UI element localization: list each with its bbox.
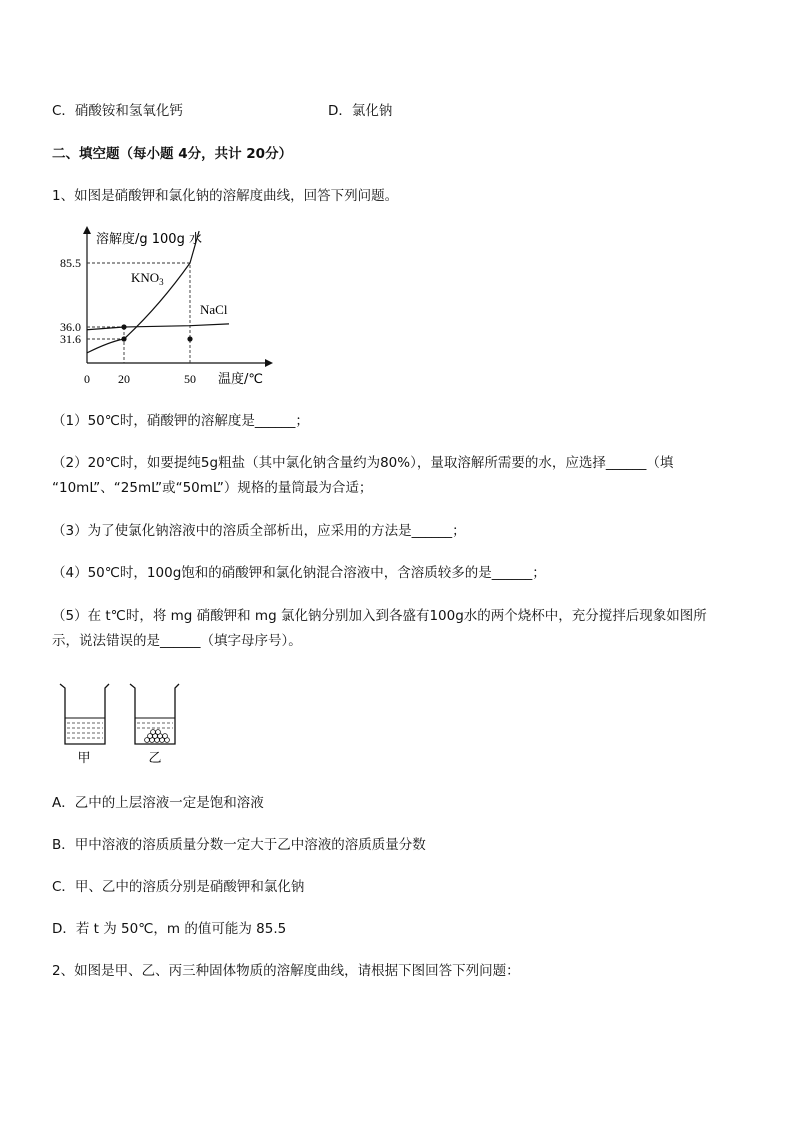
question-1-part-3: （3）为了使氯化钠溶液中的溶质全部析出，应采用的方法是______； [52, 523, 466, 539]
question-1-part-1: （1）50℃时，硝酸钾的溶解度是______； [52, 413, 309, 429]
beaker-jia [60, 684, 109, 744]
beaker-yi [130, 684, 179, 744]
beaker-label-jia: 甲 [77, 751, 91, 766]
x-tick-label-2: 50 [184, 372, 196, 386]
data-point-1 [121, 324, 126, 329]
x-tick-label-0: 0 [84, 372, 90, 386]
y-tick-label-0: 31.6 [60, 332, 81, 346]
y-axis-arrow [83, 226, 91, 234]
question-2-intro: 2、如图是甲、乙、丙三种固体物质的溶解度曲线，请根据下图回答下列问题： [52, 963, 520, 979]
question-1-intro: 1、如图是硝酸钾和氯化钠的溶解度曲线，回答下列问题。 [52, 188, 399, 204]
x-tick-label-1: 20 [118, 372, 130, 386]
question-1-part-4: （4）50℃时，100g饱和的硝酸钾和氯化钠混合溶液中，含溶质较多的是______； [52, 565, 546, 581]
option-d: D．若 t 为 50℃，m 的值可能为 85.5 [52, 921, 287, 937]
series-label-kno3: $KNO_3$ [131, 270, 164, 287]
option-b: B．甲中溶液的溶质质量分数一定大于乙中溶液的溶质质量分数 [52, 837, 426, 853]
question-1-part-5-line-1: （5）在 t℃时，将 mg 硝酸钾和 mg 氯化钠分别加入到各盛有100g水的两个烧杯中，充分搅拌后现象如图所 [52, 608, 707, 624]
question-1-part-2-line-2: “10mL”、“25mL”或“50mL”）规格的量筒最为合适； [52, 480, 373, 496]
question-1-part-2-line-1: （2）20℃时，如要提纯5g粗盐（其中氯化钠含量约为80%），量取溶解所需要的水，应选择______（填 [52, 455, 674, 471]
section-title: 二、填空题（每小题 4分，共计 20分） [52, 146, 293, 162]
option-d-previous: D．氯化钠 [328, 103, 393, 119]
option-a: A．乙中的上层溶液一定是饱和溶液 [52, 795, 264, 811]
data-point-2 [187, 336, 192, 341]
y-tick-label-1: 36.0 [60, 320, 81, 334]
y-axis-title: 溶解度/g 100g 水 [96, 232, 202, 247]
beakers-illustration [55, 680, 195, 770]
curve-kno3 [87, 231, 199, 353]
option-c-previous: C．硝酸铵和氢氧化钙 [52, 103, 183, 119]
y-tick-label-2: 85.5 [60, 256, 81, 270]
series-label-nacl: NaCl [200, 302, 228, 317]
x-axis-arrow [265, 359, 273, 367]
beaker-label-yi: 乙 [148, 751, 162, 766]
undissolved-solid [145, 730, 170, 743]
question-1-part-5-line-2: 示，说法错误的是______（填字母序号）。 [52, 633, 302, 649]
x-axis-title: 温度/℃ [218, 372, 263, 387]
solubility-chart [50, 222, 290, 392]
data-point-0 [121, 336, 126, 341]
option-c: C．甲、乙中的溶质分别是硝酸钾和氯化钠 [52, 879, 305, 895]
